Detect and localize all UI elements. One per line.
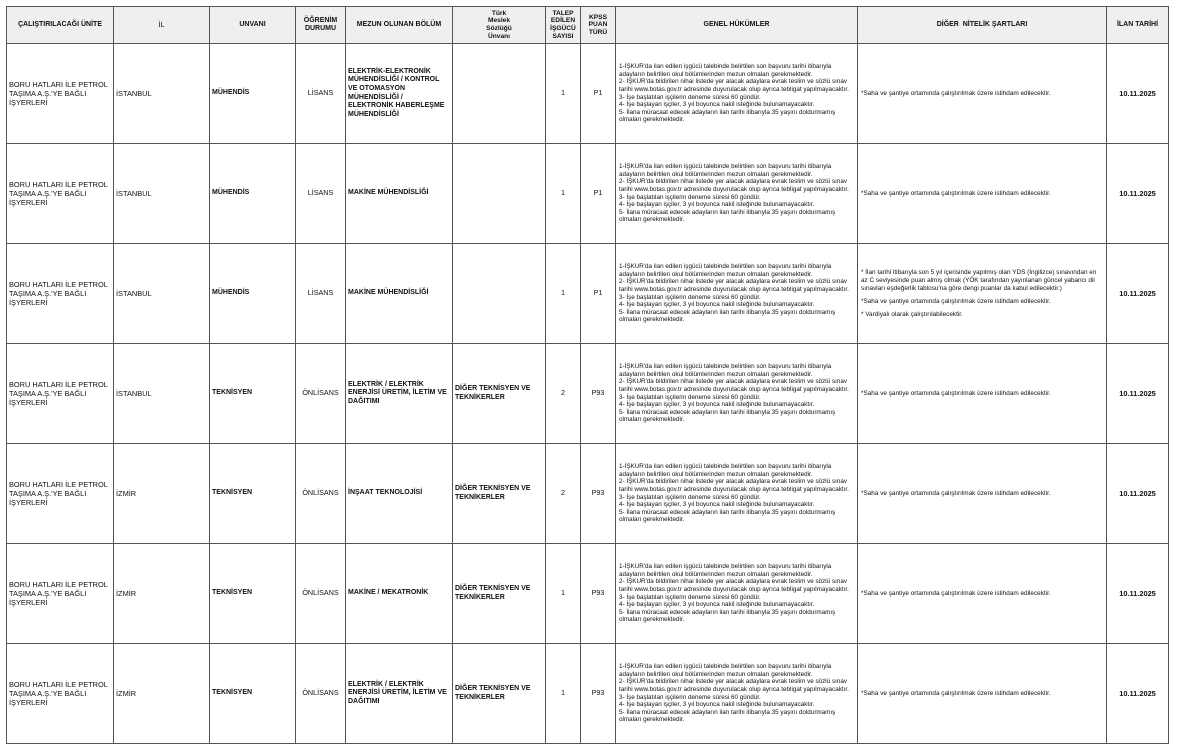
cell-diger: [858, 544, 1107, 644]
cell-unvani: MÜHENDİS: [210, 44, 296, 144]
cell-kpss: P93: [581, 444, 616, 544]
genel-hukum-item: 2- İŞKUR'da bildirilen nihai listede yer alacak adaylara evrak teslim ve sözlü sınav tarihi www.botas.gov.tr adresinde duyurulacak olup ayrıca tebligat yapılmayacaktır.: [619, 678, 849, 693]
header-unvani: UNVANI: [210, 7, 296, 44]
cell-bolum: MAKİNE MÜHENDİSLİĞİ: [346, 244, 453, 344]
header-unite: ÇALIŞTIRILACAĞI ÜNİTE: [7, 7, 114, 44]
cell-tarih: 10.11.2025: [1107, 344, 1169, 444]
genel-hukum-item: 2- İŞKUR'da bildirilen nihai listede yer alacak adaylara evrak teslim ve sözlü sınav tarihi www.botas.gov.tr adresinde duyurulacak olup ayrıca tebligat yapılmayacaktır.: [619, 578, 849, 593]
genel-hukum-item: 5- İlana müracaat edecek adayların ilan tarihi itibarıyla 35 yaşını doldurmamış olmaları gerekmektedir.: [619, 408, 836, 424]
header-tarih: İLAN TARİHİ: [1107, 7, 1169, 44]
cell-il: İZMİR: [114, 644, 210, 744]
genel-hukum-item: 4- İşe başlayan işçiler, 3 yıl boyunca nakil isteğinde bulunamayacaktır.: [619, 701, 815, 709]
cell-tarih: 10.11.2025: [1107, 644, 1169, 744]
cell-talep: 1: [546, 544, 581, 644]
header-row: [7, 7, 1169, 44]
cell-unite: BORU HATLARI İLE PETROL TAŞIMA A.Ş.'YE BAĞLI İŞYERLERİ: [7, 344, 114, 444]
cell-diger: [858, 244, 1107, 344]
cell-unite: BORU HATLARI İLE PETROL TAŞIMA A.Ş.'YE BAĞLI İŞYERLERİ: [7, 144, 114, 244]
cell-bolum: İNŞAAT TEKNOLOJİSİ: [346, 444, 453, 544]
cell-unite: BORU HATLARI İLE PETROL TAŞIMA A.Ş.'YE BAĞLI İŞYERLERİ: [7, 644, 114, 744]
table-row: [7, 644, 1169, 744]
cell-il: İZMİR: [114, 444, 210, 544]
genel-hukum-item: 5- İlana müracaat edecek adayların ilan tarihi itibarıyla 35 yaşını doldurmamış olmaları gerekmektedir.: [619, 708, 836, 724]
cell-genel-hukumler: [616, 444, 858, 544]
cell-tarih: 10.11.2025: [1107, 44, 1169, 144]
cell-kpss: P1: [581, 244, 616, 344]
genel-hukum-item: 3- İşe başlatılan işçilerin deneme süresi 60 gündür.: [619, 693, 761, 701]
cell-il: İSTANBUL: [114, 244, 210, 344]
cell-bolum: MAKİNE MÜHENDİSLİĞİ: [346, 144, 453, 244]
header-kpss: KPSS PUAN TÜRÜ: [581, 7, 616, 44]
genel-hukum-item: 1-İŞKUR'da ilan edilen işgücü talebinde belirtilen son başvuru tarihi itibarıyla adayların belirtilen okul bölümlerinden mezun olmaları gerekmektedir.: [619, 663, 832, 678]
cell-unvani: TEKNİSYEN: [210, 344, 296, 444]
table-row: [7, 544, 1169, 644]
cell-meslek: DİĞER TEKNİSYEN VE TEKNİKERLER: [453, 544, 546, 644]
genel-hukum-item: 3- İşe başlatılan işçilerin deneme süresi 60 gündür.: [619, 293, 761, 301]
cell-il: İSTANBUL: [114, 344, 210, 444]
genel-hukum-item: 2- İŞKUR'da bildirilen nihai listede yer alacak adaylara evrak teslim ve sözlü sınav tarihi www.botas.gov.tr adresinde duyurulacak olup ayrıca tebligat yapılmayacaktır.: [619, 178, 849, 193]
cell-unite: BORU HATLARI İLE PETROL TAŞIMA A.Ş.'YE BAĞLI İŞYERLERİ: [7, 544, 114, 644]
cell-bolum: MAKİNE / MEKATRONİK: [346, 544, 453, 644]
cell-unvani: MÜHENDİS: [210, 144, 296, 244]
cell-kpss: P1: [581, 44, 616, 144]
cell-talep: 1: [546, 144, 581, 244]
genel-hukum-item: 4- İşe başlayan işçiler, 3 yıl boyunca nakil isteğinde bulunamayacaktır.: [619, 501, 815, 509]
cell-il: İZMİR: [114, 544, 210, 644]
cell-unvani: TEKNİSYEN: [210, 444, 296, 544]
cell-meslek: [453, 244, 546, 344]
table-row: [7, 344, 1169, 444]
genel-hukum-item: 4- İşe başlayan işçiler, 3 yıl boyunca nakil isteğinde bulunamayacaktır.: [619, 601, 815, 609]
cell-meslek: [453, 144, 546, 244]
cell-unvani: MÜHENDİS: [210, 244, 296, 344]
cell-ogrenim: LİSANS: [296, 144, 346, 244]
header-il: İL: [114, 7, 210, 44]
header-talep: TALEP EDİLEN İŞGÜCÜ SAYISI: [546, 7, 581, 44]
cell-talep: 2: [546, 444, 581, 544]
diger-sart-item: *Saha ve şantiye ortamında çalıştırılmak üzere istihdam edilecektir.: [861, 189, 1051, 197]
job-listing-table: [6, 6, 1169, 744]
diger-sart-item: *Saha ve şantiye ortamında çalıştırılmak üzere istihdam edilecektir.: [861, 589, 1051, 597]
cell-unite: BORU HATLARI İLE PETROL TAŞIMA A.Ş.'YE BAĞLI İŞYERLERİ: [7, 44, 114, 144]
cell-ogrenim: LİSANS: [296, 244, 346, 344]
cell-unvani: TEKNİSYEN: [210, 544, 296, 644]
cell-unvani: TEKNİSYEN: [210, 644, 296, 744]
cell-bolum: ELEKTRİK / ELEKTRİK ENERJİSİ ÜRETİM, İLETİM VE DAĞITIMI: [346, 344, 453, 444]
header-meslek: Türk Meslek Sözlüğü Ünvanı: [453, 7, 546, 44]
genel-hukum-item: 4- İşe başlayan işçiler, 3 yıl boyunca nakil isteğinde bulunamayacaktır.: [619, 201, 815, 209]
cell-kpss: P93: [581, 544, 616, 644]
cell-meslek: DİĞER TEKNİSYEN VE TEKNİKERLER: [453, 444, 546, 544]
cell-genel-hukumler: [616, 144, 858, 244]
diger-sart-item: *Saha ve şantiye ortamında çalıştırılmak üzere istihdam edilecektir.: [861, 297, 1051, 305]
diger-sart-item: * Vardiyalı olarak çalıştırılabilecektir.: [861, 310, 963, 318]
genel-hukum-item: 4- İşe başlayan işçiler, 3 yıl boyunca nakil isteğinde bulunamayacaktır.: [619, 301, 815, 309]
cell-ogrenim: ÖNLİSANS: [296, 544, 346, 644]
cell-il: İSTANBUL: [114, 44, 210, 144]
cell-diger: [858, 144, 1107, 244]
genel-hukum-item: 1-İŞKUR'da ilan edilen işgücü talebinde belirtilen son başvuru tarihi itibarıyla adayların belirtilen okul bölümlerinden mezun olmaları gerekmektedir.: [619, 463, 832, 478]
table-row: [7, 244, 1169, 344]
cell-talep: 1: [546, 44, 581, 144]
cell-genel-hukumler: [616, 44, 858, 144]
header-bolum: MEZUN OLUNAN BÖLÜM: [346, 7, 453, 44]
genel-hukum-item: 4- İşe başlayan işçiler, 3 yıl boyunca nakil isteğinde bulunamayacaktır.: [619, 401, 815, 409]
cell-tarih: 10.11.2025: [1107, 444, 1169, 544]
cell-tarih: 10.11.2025: [1107, 144, 1169, 244]
genel-hukum-item: 5- İlana müracaat edecek adayların ilan tarihi itibarıyla 35 yaşını doldurmamış olmaları gerekmektedir.: [619, 508, 836, 524]
cell-meslek: DİĞER TEKNİSYEN VE TEKNİKERLER: [453, 344, 546, 444]
cell-tarih: 10.11.2025: [1107, 544, 1169, 644]
cell-genel-hukumler: [616, 544, 858, 644]
cell-diger: [858, 644, 1107, 744]
genel-hukum-item: 1-İŞKUR'da ilan edilen işgücü talebinde belirtilen son başvuru tarihi itibarıyla adayların belirtilen okul bölümlerinden mezun olmaları gerekmektedir.: [619, 263, 832, 278]
cell-bolum: ELEKTRİK / ELEKTRİK ENERJİSİ ÜRETİM, İLETİM VE DAĞITIMI: [346, 644, 453, 744]
cell-genel-hukumler: [616, 644, 858, 744]
diger-sart-item: *Saha ve şantiye ortamında çalıştırılmak üzere istihdam edilecektir.: [861, 489, 1051, 497]
cell-genel-hukumler: [616, 344, 858, 444]
cell-talep: 1: [546, 244, 581, 344]
cell-ogrenim: ÖNLİSANS: [296, 444, 346, 544]
genel-hukum-item: 2- İŞKUR'da bildirilen nihai listede yer alacak adaylara evrak teslim ve sözlü sınav tarihi www.botas.gov.tr adresinde duyurulacak olup ayrıca tebligat yapılmayacaktır.: [619, 78, 849, 93]
cell-il: İSTANBUL: [114, 144, 210, 244]
cell-ogrenim: LİSANS: [296, 44, 346, 144]
genel-hukum-item: 5- İlana müracaat edecek adayların ilan tarihi itibarıyla 35 yaşını doldurmamış olmaları gerekmektedir.: [619, 208, 836, 224]
cell-diger: [858, 344, 1107, 444]
cell-ogrenim: ÖNLİSANS: [296, 644, 346, 744]
diger-sart-item: *Saha ve şantiye ortamında çalıştırılmak üzere istihdam edilecektir.: [861, 689, 1051, 697]
table-row: [7, 44, 1169, 144]
header-ogrenim: ÖĞRENİM DURUMU: [296, 7, 346, 44]
cell-bolum: ELEKTRİK-ELEKTRONİK MÜHENDİSLİĞİ / KONTROL VE OTOMASYON MÜHENDİSLİĞİ / ELEKTRONİK HABERLEŞME MÜHENDİSLİĞİ: [346, 44, 453, 144]
cell-kpss: P1: [581, 144, 616, 244]
diger-sart-item: * İlan tarihi itibarıyla son 5 yıl içerisinde yapılmış olan YDS (İngilizce) sınavından en az C seviyesinde puan almış olmak (YÖK tarafından yayınlanan güncel yabancı dil sınavları eşdeğerlik tablosu'na göre dengi puanlar da kabul edilecektir.): [861, 268, 1097, 292]
table-row: [7, 444, 1169, 544]
diger-sart-item: *Saha ve şantiye ortamında çalıştırılmak üzere istihdam edilecektir.: [861, 389, 1051, 397]
cell-kpss: P93: [581, 344, 616, 444]
cell-tarih: 10.11.2025: [1107, 244, 1169, 344]
genel-hukum-item: 2- İŞKUR'da bildirilen nihai listede yer alacak adaylara evrak teslim ve sözlü sınav tarihi www.botas.gov.tr adresinde duyurulacak olup ayrıca tebligat yapılmayacaktır.: [619, 478, 849, 493]
cell-ogrenim: ÖNLİSANS: [296, 344, 346, 444]
header-genel: GENEL HÜKÜMLER: [616, 7, 858, 44]
genel-hukum-item: 1-İŞKUR'da ilan edilen işgücü talebinde belirtilen son başvuru tarihi itibarıyla adayların belirtilen okul bölümlerinden mezun olmaları gerekmektedir.: [619, 563, 832, 578]
cell-talep: 2: [546, 344, 581, 444]
genel-hukum-item: 1-İŞKUR'da ilan edilen işgücü talebinde belirtilen son başvuru tarihi itibarıyla adayların belirtilen okul bölümlerinden mezun olmaları gerekmektedir.: [619, 163, 832, 178]
genel-hukum-item: 5- İlana müracaat edecek adayların ilan tarihi itibarıyla 35 yaşını doldurmamış olmaları gerekmektedir.: [619, 308, 836, 324]
header-diger: DİĞER NİTELİK ŞARTLARI: [858, 7, 1107, 44]
genel-hukum-item: 3- İşe başlatılan işçilerin deneme süresi 60 gündür.: [619, 493, 761, 501]
genel-hukum-item: 2- İŞKUR'da bildirilen nihai listede yer alacak adaylara evrak teslim ve sözlü sınav tarihi www.botas.gov.tr adresinde duyurulacak olup ayrıca tebligat yapılmayacaktır.: [619, 278, 849, 293]
cell-unite: BORU HATLARI İLE PETROL TAŞIMA A.Ş.'YE BAĞLI İŞYERLERİ: [7, 244, 114, 344]
genel-hukum-item: 3- İşe başlatılan işçilerin deneme süresi 60 gündür.: [619, 93, 761, 101]
cell-talep: 1: [546, 644, 581, 744]
cell-meslek: [453, 44, 546, 144]
genel-hukum-item: 1-İŞKUR'da ilan edilen işgücü talebinde belirtilen son başvuru tarihi itibarıyla adayların belirtilen okul bölümlerinden mezun olmaları gerekmektedir.: [619, 363, 832, 378]
genel-hukum-item: 1-İŞKUR'da ilan edilen işgücü talebinde belirtilen son başvuru tarihi itibarıyla adayların belirtilen okul bölümlerinden mezun olmaları gerekmektedir.: [619, 63, 832, 78]
cell-genel-hukumler: [616, 244, 858, 344]
cell-unite: BORU HATLARI İLE PETROL TAŞIMA A.Ş.'YE BAĞLI İŞYERLERİ: [7, 444, 114, 544]
genel-hukum-item: 3- İşe başlatılan işçilerin deneme süresi 60 gündür.: [619, 193, 761, 201]
diger-sart-item: *Saha ve şantiye ortamında çalıştırılmak üzere istihdam edilecektir.: [861, 89, 1051, 97]
genel-hukum-item: 3- İşe başlatılan işçilerin deneme süresi 60 gündür.: [619, 593, 761, 601]
genel-hukum-item: 2- İŞKUR'da bildirilen nihai listede yer alacak adaylara evrak teslim ve sözlü sınav tarihi www.botas.gov.tr adresinde duyurulacak olup ayrıca tebligat yapılmayacaktır.: [619, 378, 849, 393]
table-row: [7, 144, 1169, 244]
genel-hukum-item: 5- İlana müracaat edecek adayların ilan tarihi itibarıyla 35 yaşını doldurmamış olmaları gerekmektedir.: [619, 108, 836, 124]
cell-diger: [858, 444, 1107, 544]
genel-hukum-item: 3- İşe başlatılan işçilerin deneme süresi 60 gündür.: [619, 393, 761, 401]
genel-hukum-item: 5- İlana müracaat edecek adayların ilan tarihi itibarıyla 35 yaşını doldurmamış olmaları gerekmektedir.: [619, 608, 836, 624]
cell-kpss: P93: [581, 644, 616, 744]
genel-hukum-item: 4- İşe başlayan işçiler, 3 yıl boyunca nakil isteğinde bulunamayacaktır.: [619, 101, 815, 109]
cell-diger: [858, 44, 1107, 144]
cell-meslek: DİĞER TEKNİSYEN VE TEKNİKERLER: [453, 644, 546, 744]
